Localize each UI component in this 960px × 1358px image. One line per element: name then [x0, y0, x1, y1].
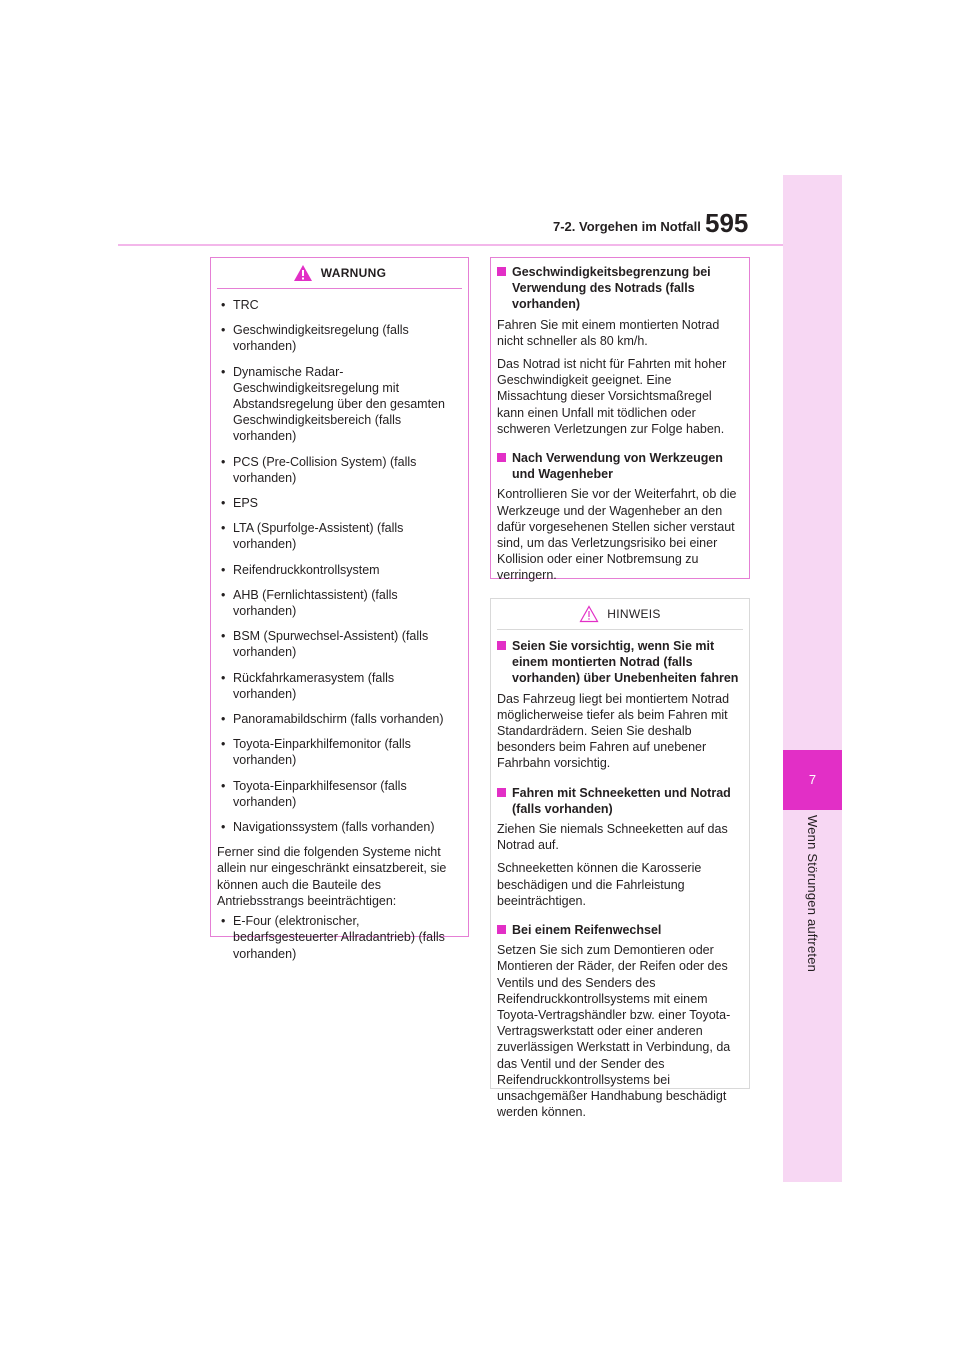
section-heading: Nach Verwendung von Werkzeugen und Wagenheber	[495, 450, 741, 482]
list-item: • Toyota-Einparkhilfemonitor (falls vorhanden)	[215, 736, 460, 768]
warning-continued-body	[491, 258, 749, 597]
list-item: • TRC	[215, 297, 460, 313]
chapter-title-text: Wenn Störungen auftreten	[805, 815, 820, 973]
list-item: • Rückfahrkamerasystem (falls vorhanden)	[215, 670, 460, 702]
page-number: 595	[705, 208, 749, 238]
paragraph: Das Notrad ist nicht für Fahrten mit hoher Geschwindigkeit geeignet. Eine Missachtung dieser Vorsichtsmaßregel kann einen Unfall mit tödlichen oder schweren Verletzungen zur Folge haben.	[497, 357, 727, 436]
list-item: • Navigationssystem (falls vorhanden)	[215, 819, 460, 835]
notice-box-body	[491, 630, 749, 1133]
paragraph: Kontrollieren Sie vor der Weiterfahrt, ob die Werkzeuge und der Wagenheber an den dafür vorgesehenen Stellen sicher verstaut sind, um das Verletzungsrisiko bei einer Kollision oder einer Notbremsung zu verringern.	[497, 487, 737, 583]
section-heading: Geschwindigkeitsbegrenzung bei Verwendung des Notrads (falls vorhanden)	[495, 264, 741, 313]
list-item: • LTA (Spurfolge-Assistent) (falls vorhanden)	[215, 520, 460, 552]
warning-box-continued	[490, 257, 750, 583]
warning-box	[210, 257, 469, 961]
notice-title: HINWEIS	[607, 607, 661, 621]
list-item: • Dynamische Radar-Geschwindigkeitsregelung mit Abstandsregelung über den gesamten Geschwindigkeitsbereich (falls vorhanden)	[215, 364, 460, 445]
list-item: • Toyota-Einparkhilfesensor (falls vorhanden)	[215, 778, 460, 810]
notice-box-header	[491, 599, 749, 629]
paragraph: Ziehen Sie niemals Schneeketten auf das Notrad auf.	[497, 822, 728, 853]
list-item: • Reifendruckkontrollsystem	[215, 562, 460, 578]
warning-paragraph: Ferner sind die folgenden Systeme nicht allein nur eingeschränkt einsatzbereit, sie können auch die Bauteile des Antriebsstrangs beeinträchtigen:	[217, 845, 447, 908]
section-heading: Bei einem Reifenwechsel	[495, 922, 741, 938]
section-heading: Seien Sie vorsichtig, wenn Sie mit einem montierten Notrad (falls vorhanden) über Unebenheiten fahren	[495, 638, 741, 687]
paragraph: Setzen Sie sich zum Demontieren oder Montieren der Räder, der Reifen oder des Ventils und des Senders des Reifendruckkontrollsystems mit einem Toyota-Vertragshändler bzw. einer Toyota-Vertragswerkstatt oder einer anderen zuverlässigen Werkstatt in Verbindung, da das Ventil und der Sender des Reifendruckkontrollsystems bei unsachgemäßer Handhabung beschädigt werden können.	[497, 943, 731, 1120]
chapter-number-tab[interactable]: 7	[783, 750, 842, 810]
list-item: • PCS (Pre-Collision System) (falls vorhanden)	[215, 454, 460, 486]
list-item: • EPS	[215, 495, 460, 511]
list-item: • Geschwindigkeitsregelung (falls vorhanden)	[215, 322, 460, 354]
caution-triangle-icon	[579, 605, 599, 623]
section-heading: Fahren mit Schneeketten und Notrad (falls vorhanden)	[495, 785, 741, 817]
paragraph: Schneeketten können die Karosserie beschädigen und die Fahrleistung beeinträchtigen.	[497, 861, 702, 908]
notice-box	[490, 598, 750, 1120]
warning-box-body	[211, 289, 468, 968]
warning-title: WARNUNG	[320, 266, 387, 280]
list-item: • BSM (Spurwechsel-Assistent) (falls vorhanden)	[215, 628, 460, 660]
section-title: 7-2. Vorgehen im Notfall	[553, 219, 701, 234]
chapter-sidebar	[783, 175, 842, 1182]
list-item: • E-Four (elektronischer, bedarfsgesteuerter Allradantrieb) (falls vorhanden)	[215, 913, 460, 962]
list-item: • Panoramabildschirm (falls vorhanden)	[215, 711, 460, 727]
paragraph: Das Fahrzeug liegt bei montiertem Notrad möglicherweise tiefer als beim Fahren mit Standardrädern. Seien Sie deshalb besonders beim Fahren auf unebener Fahrbahn vorsichtig.	[497, 691, 730, 771]
warning-triangle-icon	[293, 264, 313, 282]
list-item: • AHB (Fernlichtassistent) (falls vorhanden)	[215, 587, 460, 619]
warning-box-header	[211, 258, 468, 288]
chapter-title	[783, 815, 842, 985]
header-rule	[118, 244, 783, 246]
paragraph: Fahren Sie mit einem montierten Notrad nicht schneller als 80 km/h.	[497, 317, 720, 348]
